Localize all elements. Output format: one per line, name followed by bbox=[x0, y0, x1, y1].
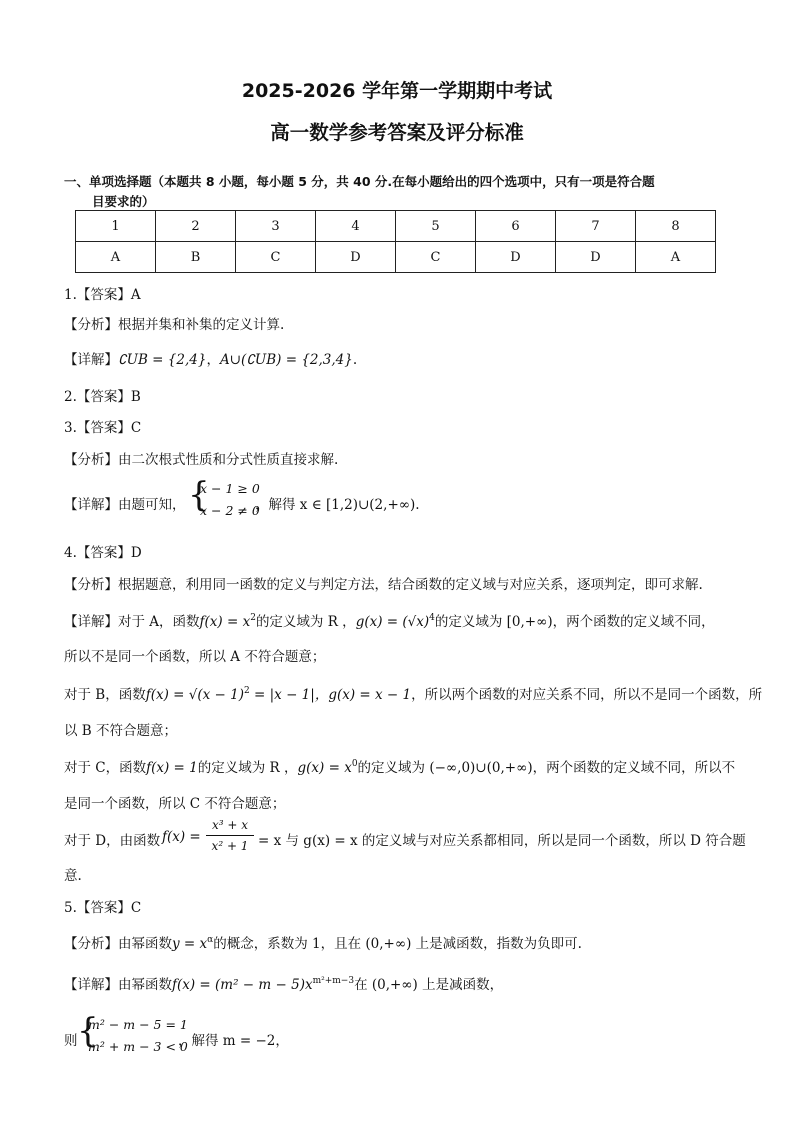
text: 【详解】对于 A，函数 bbox=[64, 614, 200, 630]
math-expr: g(x) = (√x) bbox=[355, 614, 430, 630]
system-eq-1: m² − m − 5 = 1 bbox=[88, 1017, 188, 1032]
table-cell: 3 bbox=[236, 211, 316, 242]
q5-then-rest: ，解得 m = −2， bbox=[178, 1033, 289, 1049]
table-cell: C bbox=[236, 242, 316, 273]
text: 对于 C，函数 bbox=[64, 760, 147, 776]
q3-answer: 3.【答案】C bbox=[64, 420, 142, 436]
q4-option-b-line1 bbox=[64, 683, 762, 703]
section-heading: 一、单项选择题（本题共 8 小题，每小题 5 分，共 40 分.在每小题给出的四个选项中，只有一项是符合题 bbox=[64, 174, 655, 189]
q5-detail bbox=[64, 973, 503, 993]
q1-analysis: 【分析】根据并集和补集的定义计算. bbox=[64, 317, 285, 333]
q3-analysis: 【分析】由二次根式性质和分式性质直接求解. bbox=[64, 452, 339, 468]
math-expr: g(x) = x bbox=[297, 760, 352, 776]
math-expr: f(x) = √(x − 1) bbox=[145, 687, 244, 703]
q1-detail bbox=[64, 348, 357, 368]
end-mark: . bbox=[352, 352, 358, 368]
table-cell: 1 bbox=[76, 211, 156, 242]
text: 对于 B，函数 bbox=[64, 687, 146, 703]
math-expr: y = x bbox=[172, 936, 208, 952]
table-cell: 4 bbox=[316, 211, 396, 242]
separator: ， bbox=[206, 352, 220, 368]
table-cell: B bbox=[156, 242, 236, 273]
page-subtitle: 高一数学参考答案及评分标准 bbox=[270, 121, 524, 144]
left-brace: { bbox=[188, 475, 210, 515]
text: 的概念，系数为 1，且在 (0,+∞) 上是减函数，指数为负即可. bbox=[213, 936, 582, 952]
table-cell: 7 bbox=[556, 211, 636, 242]
table-cell: D bbox=[316, 242, 396, 273]
q4-option-d-rest: = x 与 g(x) = x 的定义域与对应关系都相同，所以是同一个函数，所以 D 符合题 bbox=[258, 833, 746, 849]
left-brace: { bbox=[77, 1011, 99, 1051]
q4-option-c-line2: 是同一个函数，所以 C 不符合题意； bbox=[64, 796, 286, 812]
table-cell: A bbox=[636, 242, 716, 273]
exponent: 4 bbox=[429, 613, 435, 623]
text: 【详解】由幂函数 bbox=[64, 977, 172, 993]
q2-answer: 2.【答案】B bbox=[64, 389, 141, 405]
section-heading-cont: 目要求的） bbox=[92, 194, 155, 209]
exponent: 0 bbox=[351, 759, 358, 769]
q5-then-label: 则 bbox=[64, 1033, 78, 1049]
answer-table bbox=[75, 210, 716, 273]
q4-option-d-prefix: 对于 D，由函数 bbox=[64, 833, 161, 849]
math-expr: g(x) = x − 1 bbox=[328, 687, 412, 703]
text: 的定义域为 R ， bbox=[197, 760, 298, 776]
exponent: 2 bbox=[250, 613, 256, 623]
math-expr: f(x) = x bbox=[199, 614, 251, 630]
math-expr: f(x) = 1 bbox=[146, 760, 198, 776]
text: 【分析】由幂函数 bbox=[64, 936, 172, 952]
math-expr: ∁UB = {2,4} bbox=[118, 352, 207, 368]
q4-option-b-line2: 以 B 不符合题意； bbox=[64, 723, 178, 739]
system-eq-1: x − 1 ≥ 0 bbox=[200, 481, 260, 496]
table-cell: A bbox=[76, 242, 156, 273]
page-title: 2025-2026 学年第一学期期中考试 bbox=[241, 80, 553, 102]
q4-option-a-line2: 所以不是同一个函数，所以 A 不符合题意； bbox=[64, 649, 326, 665]
math-expr: f(x) = (m² − m − 5)x bbox=[172, 977, 313, 993]
table-cell: 6 bbox=[476, 211, 556, 242]
fraction-denominator: x² + 1 bbox=[211, 839, 249, 853]
table-cell: D bbox=[556, 242, 636, 273]
text: ，所以两个函数的对应关系不同，所以不是同一个函数，所 bbox=[411, 687, 763, 703]
fraction-bar bbox=[206, 835, 254, 836]
q4-option-c-line1 bbox=[64, 756, 735, 776]
q4-option-d-line2: 意. bbox=[64, 868, 82, 884]
q4-option-a-line1 bbox=[64, 610, 715, 630]
q4-answer: 4.【答案】D bbox=[64, 545, 142, 561]
q5-analysis bbox=[64, 932, 582, 952]
q4-analysis: 【分析】根据题意，利用同一函数的定义与判定方法，结合函数的定义域与对应关系，逐项判定，即可求解. bbox=[64, 577, 703, 593]
text: 在 (0,+∞) 上是减函数， bbox=[354, 977, 504, 993]
q3-detail-rest: ，解得 x ∈ [1,2)∪(2,+∞). bbox=[255, 497, 420, 513]
table-cell: C bbox=[396, 242, 476, 273]
q5-answer: 5.【答案】C bbox=[64, 900, 142, 916]
text: 的定义域为 R ， bbox=[255, 614, 356, 630]
exponent: 2 bbox=[244, 686, 250, 696]
table-cell: D bbox=[476, 242, 556, 273]
math-expr: f(x) = bbox=[162, 829, 201, 845]
system-eq-2: x − 2 ≠ 0 bbox=[200, 503, 260, 518]
table-row-numbers bbox=[76, 211, 716, 242]
exponent: m²+m−3 bbox=[312, 976, 355, 986]
table-cell: 8 bbox=[636, 211, 716, 242]
exponent: α bbox=[207, 935, 214, 945]
table-cell: 5 bbox=[396, 211, 476, 242]
table-row-answers bbox=[76, 242, 716, 273]
math-expr: A∪(∁UB) = {2,3,4} bbox=[219, 352, 353, 368]
system-eq-2: m² + m − 3 < 0 bbox=[88, 1039, 188, 1054]
math-expr: = |x − 1|， bbox=[249, 687, 329, 703]
q3-detail-label: 【详解】由题可知， bbox=[64, 497, 186, 513]
q1-answer: 1.【答案】A bbox=[64, 287, 141, 303]
table-cell: 2 bbox=[156, 211, 236, 242]
text: 的定义域为 (−∞,0)∪(0,+∞)，两个函数的定义域不同，所以不 bbox=[357, 760, 736, 776]
text: 的定义域为 [0,+∞)，两个函数的定义域不同， bbox=[434, 614, 715, 630]
fraction-numerator: x³ + x bbox=[211, 818, 249, 832]
detail-label: 【详解】 bbox=[64, 352, 118, 368]
